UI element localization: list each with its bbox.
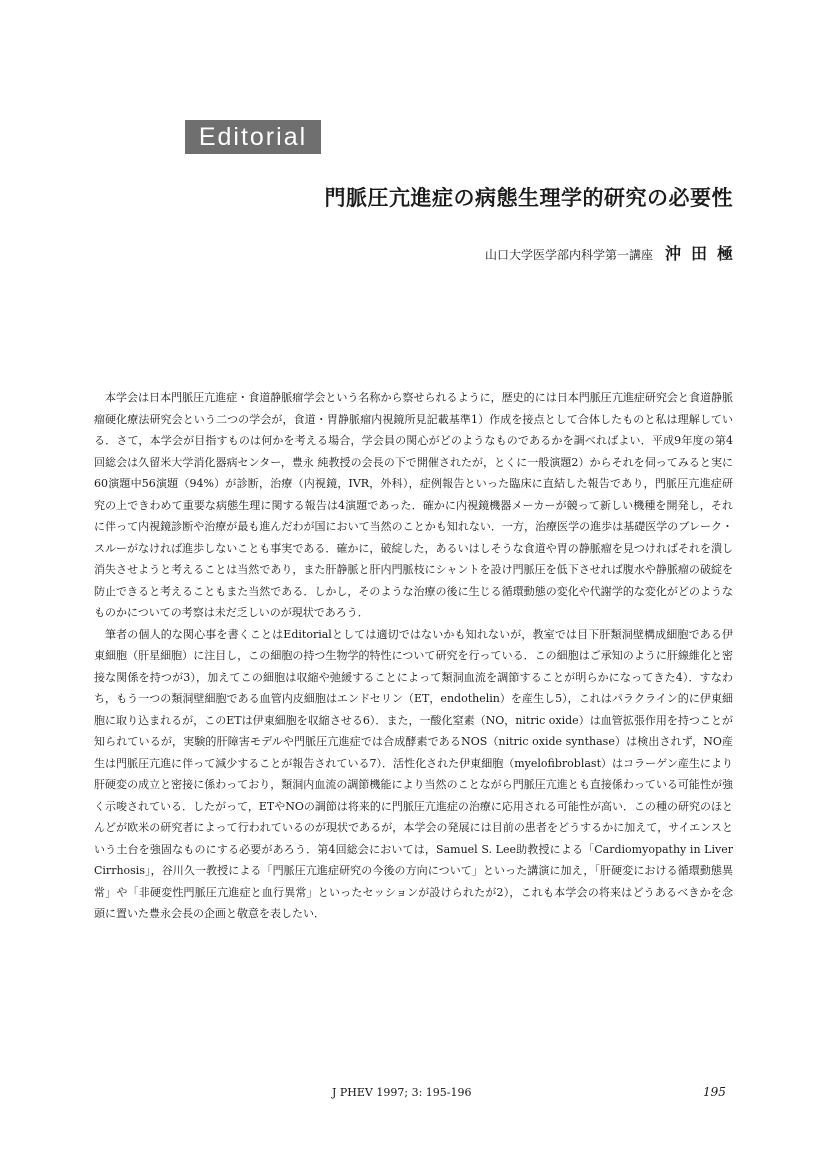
body-paragraph: 本学会は日本門脈圧亢進症・食道静脈瘤学会という名称から察せられるように，歴史的には日本門脈圧亢進症研究会と食道静脈瘤硬化療法研究会という二つの学会が，食道・胃静脈瘤内視鏡所見記載基準1）作成を接点として合体したものと私は理解している．さて，本学会が目指すものは何かを考える場合，学会員の関心がどのようなものであるかを調べればよい．平成9年度の第4回総会は久留米大学消化器病センター，豊永 純教授の会長の下で開催されたが，とくに一般演題2）からそれを伺ってみると実に60演題中56演題（94%）が診断，治療（内視鏡，IVR，外科），症例報告といった臨床に直結した報告であり，門脈圧亢進症研究の上できわめて重要な病態生理に関する報告は4演題であった．確かに内視鏡機器メーカーが競って新しい機種を開発し，それに伴って内視鏡診断や治療が最も進んだわが国において当然のことかも知れない．一方，治療医学の進歩は基礎医学のブレーク・スルーがなければ進歩しないことも事実である．確かに，破綻した，あるいはしそうな食道や胃の静脈瘤を見つければそれを潰し消失させようと考えることは当然であり，また肝静脈と肝内門脈枝にシャントを設け門脈圧を低下させれば腹水や静脈瘤の破綻を防止できると考えることもまた当然である．しかし，そのような治療の後に生じる循環動態の変化や代謝学的な変化がどのようなものかについての考察は未だ乏しいのが現状であろう． <box>94 391 733 619</box>
author-name: 沖田極 <box>664 244 743 263</box>
page-number: 195 <box>703 1085 726 1099</box>
article-title: 門脈圧亢進症の病態生理学的研究の必要性 <box>324 185 733 210</box>
section-label: Editorial <box>185 120 321 154</box>
byline <box>484 241 743 264</box>
author-affiliation: 山口大学医学部内科学第一講座 <box>484 248 653 262</box>
journal-citation: J PHEV 1997; 3: 195-196 <box>332 1086 472 1099</box>
article-body <box>94 387 733 925</box>
body-paragraph: 筆者の個人的な関心事を書くことはEditorialとしては適切ではないかも知れないが，教室では目下肝類洞壁構成細胞である伊東細胞（肝星細胞）に注目し，この細胞の持つ生物学的特性について研究を行っている．この細胞はご承知のように肝線維化と密接な関係を持つが3），加えてこの細胞は収縮や弛緩することによって類洞血流を調節することが明らかになってきた4）．すなわち，もう一つの類洞壁細胞である血管内皮細胞はエンドセリン（ET，endothelin）を産生し5），これはパラクライン的に伊東細胞に取り込まれるが，このETは伊東細胞を収縮させる6）．また，一酸化窒素（NO，nitric oxide）は血管拡張作用を持つことが知られているが，実験的肝障害モデルや門脈圧亢進症では合成酵素であるNOS（nitric oxide synthase）は検出されず，NO産生は門脈圧亢進に伴って減少することが報告されている7）．活性化された伊東細胞（myelofibroblast）はコラーゲン産生により肝硬変の成立と密接に係わっており，類洞内血流の調節機能により当然のことながら門脈圧亢進とも直接係わっている可能性が強く示唆されている．したがって，ETやNOの調節は将来的に門脈圧亢進症の治療に応用される可能性が高い．この種の研究のほとんどが欧米の研究者によって行われているのが現状であるが，本学会の発展には目前の患者をどうするかに加えて，サイエンスという土台を強固なものにする必要があろう．第4回総会においては，Samuel S. Lee助教授による「Cardiomyopathy in Liver Cirrhosis」，谷川久一教授による「門脈圧亢進症研究の今後の方向について」といった講演に加え，「肝硬変における循環動態異常」や「非硬変性門脈圧亢進症と血行異常」といったセッションが設けられたが2），これも本学会の将来はどうあるべきかを念頭に置いた豊永会長の企画と敬意を表したい． <box>94 627 733 920</box>
